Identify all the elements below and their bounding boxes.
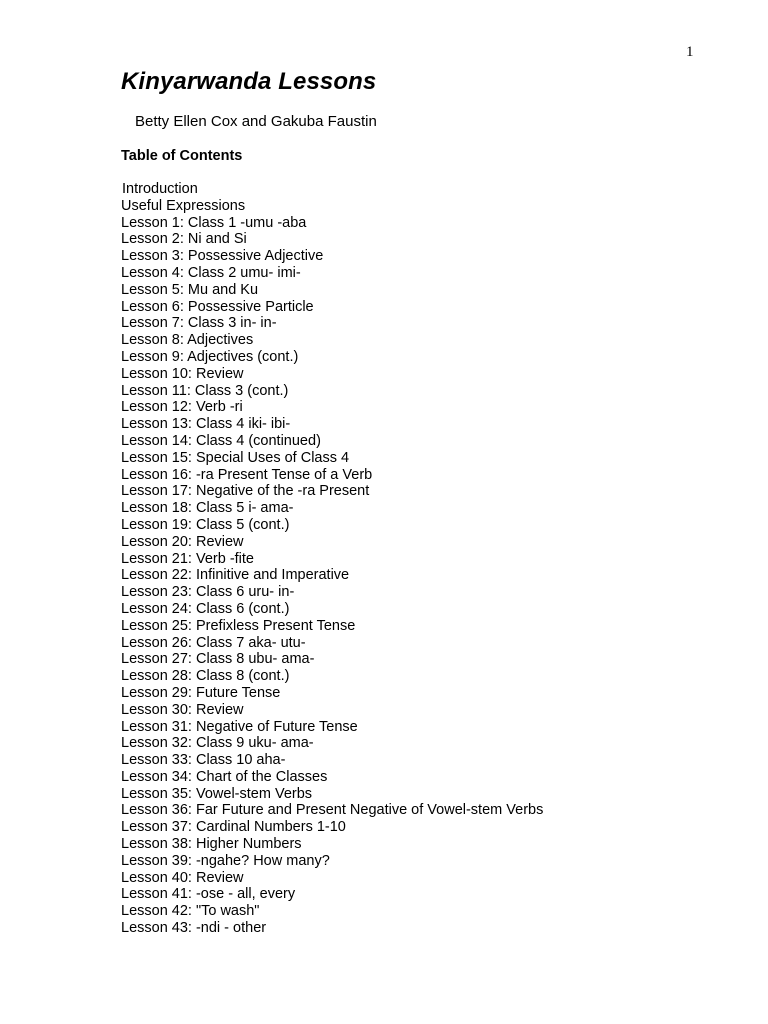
toc-entry: Lesson 28: Class 8 (cont.) bbox=[121, 668, 290, 685]
toc-entry: Lesson 25: Prefixless Present Tense bbox=[121, 617, 356, 634]
toc-entry: Lesson 22: Infinitive and Imperative bbox=[121, 567, 350, 584]
toc-entry: Lesson 14: Class 4 (continued) bbox=[121, 432, 321, 449]
toc-entry: Lesson 7: Class 3 in- in- bbox=[121, 315, 277, 332]
toc-entry: Lesson 27: Class 8 ubu- ama- bbox=[121, 651, 315, 668]
authors-line: Betty Ellen Cox and Gakuba Faustin bbox=[135, 113, 377, 130]
toc-entry: Lesson 33: Class 10 aha- bbox=[121, 752, 286, 769]
toc-entry: Lesson 36: Far Future and Present Negative of Vowel-stem Verbs bbox=[121, 802, 544, 819]
toc-entry: Lesson 29: Future Tense bbox=[121, 684, 281, 701]
toc-entry: Lesson 4: Class 2 umu- imi- bbox=[121, 264, 301, 281]
toc-entry: Lesson 17: Negative of the -ra Present bbox=[121, 483, 370, 500]
toc-entry: Lesson 13: Class 4 iki- ibi- bbox=[121, 416, 291, 433]
toc-entry: Lesson 39: -ngahe? How many? bbox=[121, 852, 330, 869]
toc-heading: Table of Contents bbox=[121, 148, 243, 164]
toc-entry: Lesson 16: -ra Present Tense of a Verb bbox=[121, 466, 373, 483]
toc-entry: Lesson 32: Class 9 uku- ama- bbox=[121, 735, 314, 752]
toc-entry: Lesson 18: Class 5 i- ama- bbox=[121, 500, 294, 517]
toc-entry: Lesson 30: Review bbox=[121, 701, 244, 718]
toc-entry: Lesson 21: Verb -fite bbox=[121, 550, 254, 567]
toc-entry: Lesson 8: Adjectives bbox=[121, 332, 254, 349]
page-number: 1 bbox=[686, 44, 694, 60]
table-of-contents-list bbox=[121, 181, 543, 937]
toc-entry: Lesson 40: Review bbox=[121, 869, 244, 886]
toc-entry: Lesson 37: Cardinal Numbers 1-10 bbox=[121, 819, 346, 836]
toc-entry: Lesson 41: -ose - all, every bbox=[121, 886, 296, 903]
toc-entry: Lesson 35: Vowel-stem Verbs bbox=[121, 785, 313, 802]
toc-entry: Lesson 34: Chart of the Classes bbox=[121, 768, 328, 785]
toc-entry: Lesson 15: Special Uses of Class 4 bbox=[121, 449, 350, 466]
toc-entry: Lesson 10: Review bbox=[121, 365, 244, 382]
toc-entry: Lesson 20: Review bbox=[121, 533, 244, 550]
toc-entry: Lesson 9: Adjectives (cont.) bbox=[121, 348, 299, 365]
toc-entry: Lesson 23: Class 6 uru- in- bbox=[121, 584, 295, 601]
toc-entry: Lesson 24: Class 6 (cont.) bbox=[121, 600, 290, 617]
toc-entry: Introduction bbox=[122, 181, 198, 197]
toc-entry: Lesson 2: Ni and Si bbox=[121, 231, 247, 248]
toc-entry: Lesson 1: Class 1 -umu -aba bbox=[121, 214, 307, 231]
toc-entry: Lesson 19: Class 5 (cont.) bbox=[121, 516, 290, 533]
toc-entry: Lesson 6: Possessive Particle bbox=[121, 298, 314, 315]
toc-entry: Lesson 31: Negative of Future Tense bbox=[121, 718, 358, 735]
document-title: Kinyarwanda Lessons bbox=[121, 68, 377, 95]
toc-entry: Lesson 12: Verb -ri bbox=[121, 399, 243, 416]
toc-entry: Lesson 42: "To wash" bbox=[121, 903, 260, 920]
toc-entry: Lesson 11: Class 3 (cont.) bbox=[121, 382, 289, 399]
toc-entry: Lesson 5: Mu and Ku bbox=[121, 281, 259, 298]
toc-entry: Lesson 38: Higher Numbers bbox=[121, 836, 302, 853]
toc-entry: Lesson 3: Possessive Adjective bbox=[121, 248, 324, 265]
toc-entry: Lesson 43: -ndi - other bbox=[121, 920, 267, 937]
toc-entry: Useful Expressions bbox=[121, 197, 246, 214]
toc-entry: Lesson 26: Class 7 aka- utu- bbox=[121, 634, 306, 651]
